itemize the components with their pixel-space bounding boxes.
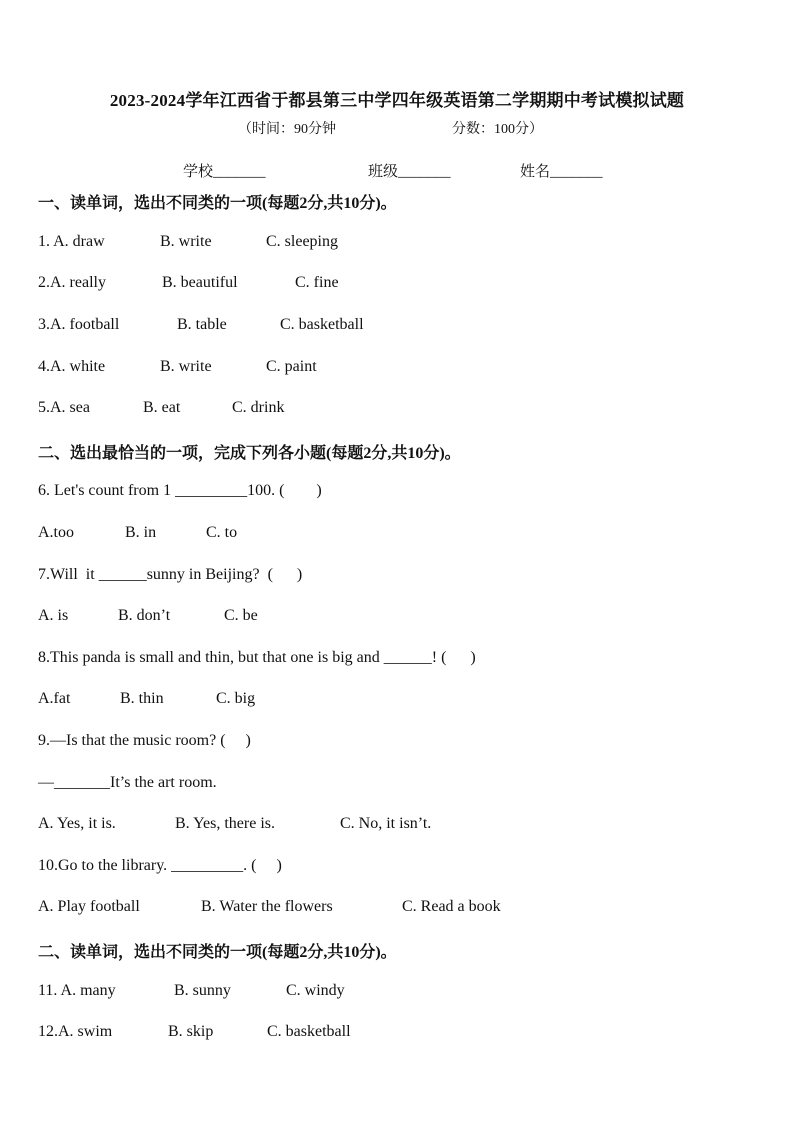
question-6-stem: 6. Let's count from 1 _________100. ( )	[38, 482, 322, 499]
question-8-stem: 8.This panda is small and thin, but that one is big and ______! ( )	[38, 649, 476, 666]
question-12-option-a: 12.A. swim	[38, 1023, 113, 1040]
question-7-option-b: B. don’t	[118, 607, 171, 624]
question-8-option-c: C. big	[216, 690, 256, 707]
question-5-option-a: 5.A. sea	[38, 399, 90, 416]
question-11-option-b: B. sunny	[174, 982, 231, 999]
question-8-option-a: A.fat	[38, 690, 71, 707]
question-9-option-c: C. No, it isn’t.	[340, 815, 432, 832]
section-heading: 一、读单词，选出不同类的一项(每题2分,共10分)。	[38, 195, 397, 212]
question-8-option-b: B. thin	[120, 690, 164, 707]
question-10-option-c: C. Read a book	[402, 898, 501, 915]
question-5-option-b: B. eat	[143, 399, 181, 416]
question-5-option-c: C. drink	[232, 399, 285, 416]
question-1-option-a: 1. A. draw	[38, 233, 105, 250]
question-9-stem: 9.—Is that the music room? ( )	[38, 732, 251, 749]
question-3-option-a: 3.A. football	[38, 316, 120, 333]
section-heading: 二、选出最恰当的一项，完成下列各小题(每题2分,共10分)。	[38, 445, 461, 462]
question-4-option-a: 4.A. white	[38, 358, 106, 375]
question-12-option-c: C. basketball	[267, 1023, 351, 1040]
question-6-option-a: A.too	[38, 524, 74, 541]
question-10-stem: 10.Go to the library. _________. ( )	[38, 857, 282, 874]
question-4-option-b: B. write	[160, 358, 212, 375]
exam-score: 分数：100分）	[452, 122, 543, 137]
section-heading: 二、读单词，选出不同类的一项(每题2分,共10分)。	[38, 944, 397, 961]
question-2-option-c: C. fine	[295, 274, 339, 291]
class-field: 班级_______	[368, 164, 451, 180]
question-3-option-b: B. table	[177, 316, 227, 333]
exam-time: （时间：90分钟	[238, 122, 336, 137]
question-9-option-a: A. Yes, it is.	[38, 815, 116, 832]
question-10-option-b: B. Water the flowers	[201, 898, 333, 915]
question-7-option-c: C. be	[224, 607, 258, 624]
question-7-option-a: A. is	[38, 607, 69, 624]
question-9-reply: —_______It’s the art room.	[38, 774, 217, 791]
question-4-option-c: C. paint	[266, 358, 317, 375]
question-11-option-a: 11. A. many	[38, 982, 116, 999]
question-7-stem: 7.Will it ______sunny in Beijing? ( )	[38, 566, 303, 583]
question-12-option-b: B. skip	[168, 1023, 214, 1040]
question-11-option-c: C. windy	[286, 982, 345, 999]
name-field: 姓名_______	[520, 164, 603, 180]
question-1-option-b: B. write	[160, 233, 212, 250]
question-3-option-c: C. basketball	[280, 316, 364, 333]
question-10-option-a: A. Play football	[38, 898, 140, 915]
question-2-option-a: 2.A. really	[38, 274, 106, 291]
question-2-option-b: B. beautiful	[162, 274, 238, 291]
school-field: 学校_______	[183, 164, 266, 180]
question-1-option-c: C. sleeping	[266, 233, 338, 250]
question-6-option-c: C. to	[206, 524, 238, 541]
question-6-option-b: B. in	[125, 524, 157, 541]
exam-title: 2023-2024学年江西省于都县第三中学四年级英语第二学期期中考试模拟试题	[109, 91, 685, 110]
question-9-option-b: B. Yes, there is.	[175, 815, 276, 832]
